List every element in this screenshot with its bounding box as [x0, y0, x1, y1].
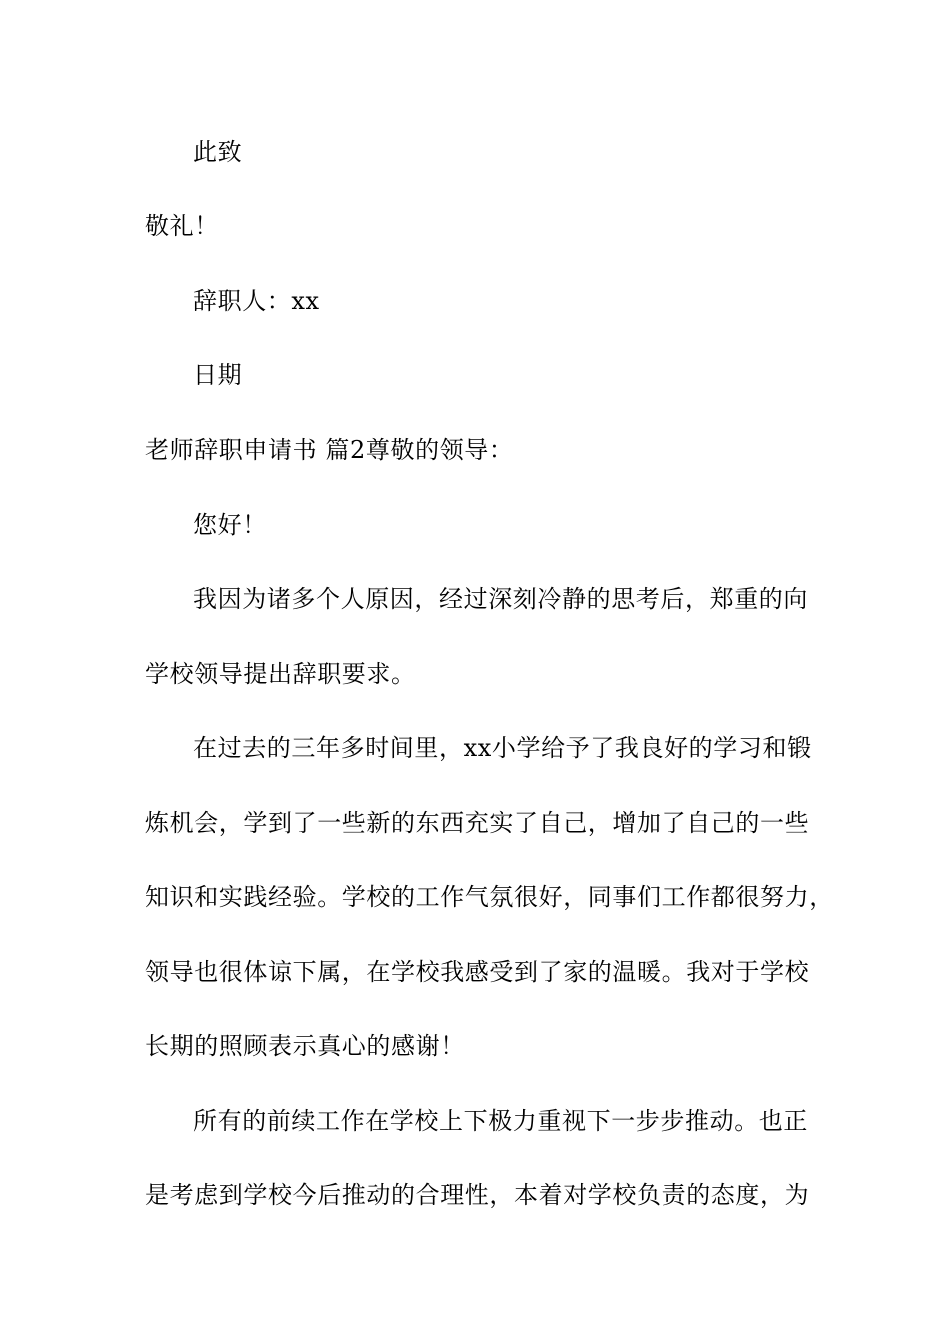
paragraph-line: 所有的前续工作在学校上下极力重视下一步步推动。也正: [193, 1107, 808, 1135]
paragraph-line: 在过去的三年多时间里，xx小学给予了我良好的学习和锻: [193, 734, 812, 762]
paragraph-line: 是考虑到学校今后推动的合理性，本着对学校负责的态度，为: [145, 1181, 810, 1209]
paragraph-line: 长期的照顾表示真心的感谢！: [145, 1032, 465, 1060]
section-heading: 老师辞职申请书 篇2尊敬的领导：: [145, 436, 514, 464]
closing-phrase: 此致: [193, 138, 243, 166]
salutation-respect: 敬礼！: [145, 212, 219, 240]
paragraph-line: 学校领导提出辞职要求。: [145, 660, 416, 688]
paragraph-line: 领导也很体谅下属，在学校我感受到了家的温暖。我对于学校: [145, 958, 810, 986]
greeting-line: 您好！: [193, 511, 267, 539]
date-line: 日期: [193, 361, 243, 389]
paragraph-line: 我因为诸多个人原因，经过深刻冷静的思考后，郑重的向: [193, 585, 808, 613]
signature-line: 辞职人：xx: [193, 287, 320, 315]
paragraph-line: 知识和实践经验。学校的工作气氛很好，同事们工作都很努力，: [145, 883, 834, 911]
paragraph-line: 炼机会，学到了一些新的东西充实了自己，增加了自己的一些: [145, 809, 810, 837]
